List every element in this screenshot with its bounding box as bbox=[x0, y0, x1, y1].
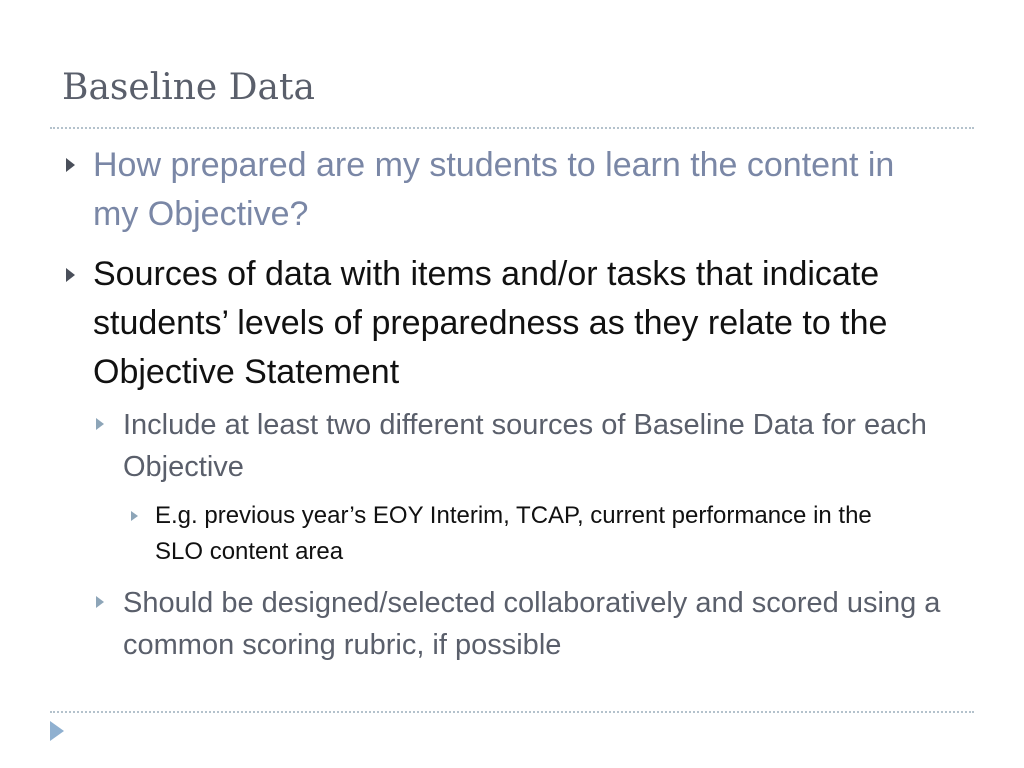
triangle-bullet-icon bbox=[131, 511, 138, 521]
bullet-text: Should be designed/selected collaboratively and scored using a common scoring rubric, if possible bbox=[123, 587, 941, 661]
triangle-bullet-icon bbox=[66, 158, 75, 172]
triangle-bullet-icon bbox=[96, 596, 104, 608]
bullet-text: How prepared are my students to learn the content in my Objective? bbox=[93, 146, 895, 233]
triangle-bullet-icon bbox=[96, 418, 104, 430]
footer-divider bbox=[50, 711, 974, 713]
bullet-text: Include at least two different sources of Baseline Data for each Objective bbox=[123, 409, 927, 483]
triangle-bullet-icon bbox=[66, 268, 75, 282]
bullet-text: Sources of data with items and/or tasks that indicate students’ levels of preparedness as they relate to the Objective Statement bbox=[93, 255, 888, 391]
title-divider bbox=[50, 127, 974, 129]
bullet-text: E.g. previous year’s EOY Interim, TCAP, current performance in the SLO content area bbox=[155, 502, 872, 565]
slide-title: Baseline Data bbox=[62, 67, 315, 108]
next-slide-arrow-icon[interactable] bbox=[50, 721, 64, 741]
